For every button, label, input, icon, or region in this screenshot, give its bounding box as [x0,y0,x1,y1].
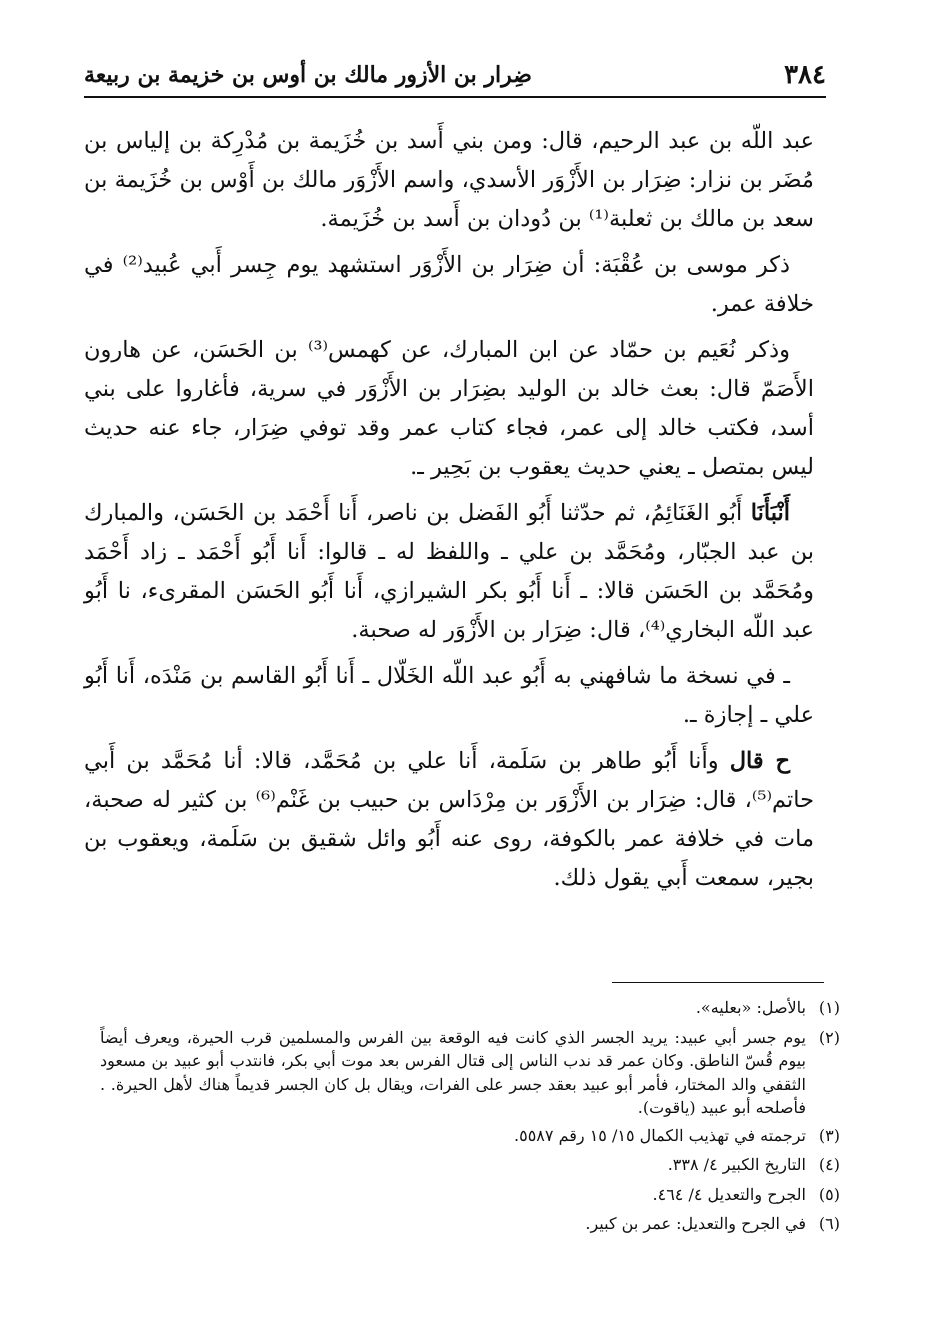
main-text [84,122,814,905]
footnote-text: الجرح والتعديل ٤/ ٤٦٤. [652,1184,806,1204]
footnote-text: يوم جسر أبي عبيد: يريد الجسر الذي كانت فيه الوقعة بين الفرس والمسلمين قرب الحيرة، ويعرف أيضاً بيوم قُسّ الناطق. وكان عمر قد ندب الناس إلى قتال الفرس بعد موت أبي بكر، فانتدب أبو عبيد بن مسعود الثقفي والد المختار، فأمر أبو عبيد بعقد جسر على الفرات، ويقال بل كان الجسر قديماً هناك لأهل الحيرة. . فأصلحه أبو عبيد (ياقوت). [100,1027,807,1117]
paragraph-6 [84,742,814,898]
paragraph-4 [84,494,814,650]
page-number: ٣٨٤ [784,60,826,90]
footnote-text: التاريخ الكبير ٤/ ٣٣٨. [667,1155,806,1174]
paragraph-5: ـ في نسخة ما شافهني به أَبُو عبد اللّه الخَلّال ـ أَنا أَبُو القاسم بن مَنْدَه، أَنا أَبُو علي ـ إجازة ـ. [84,663,814,728]
footnote-number: (١) [818,998,840,1017]
footnote-number: (٤) [818,1155,840,1174]
footnotes [100,996,840,1242]
footnote-2 [100,1026,840,1120]
footnote-number: (٥) [818,1184,840,1204]
paragraph-1: عبد اللّه بن عبد الرحيم، قال: ومن بني أَسد بن خُزَيمة بن مُدْرِكة بن إلياس بن مُضَر بن نزار: ضِرَار بن الأَزْوَر الأسدي، واسم الأَزْوَر مالك بن أَوْس بن خُزَيمة بن سعد بن مالك بن ثعلبة⁽¹⁾ بن دُودان بن أَسد بن خُزَيمة. [84,128,814,232]
footnote-1 [100,996,840,1020]
footnote-5 [100,1183,840,1207]
footnote-divider [612,982,824,983]
running-title: ضِرار بن الأزور مالك بن أوس بن خزيمة بن ربيعة [84,62,532,88]
footnote-number: (٣) [818,1125,840,1145]
paragraph-4-text: أَبُو الغَنَائِمُ، ثم حدّثنا أَبُو الفَضل بن ناصر، أَنا أَحْمَد بن الحَسَن، والمبارك بن عبد الجبّار، ومُحَمَّد بن علي ـ واللفظ له ـ قالوا: أَنا أَبُو أَحْمَد ـ زاد أَحْمَد ومُحَمَّد بن الحَسَن قالا: ـ أَنا أَبُو بكر الشيرازي، أَنا أَبُو الحَسَن المقرىء، نا أَبُو عبد اللّه البخاري⁽⁴⁾، قال: ضِرَار بن الأَزْوَر له صحبة. [84,500,814,643]
footnote-number: (٢) [818,1027,840,1047]
paragraph-6-lead: ح قال [729,748,790,774]
footnote-4 [100,1153,840,1177]
footnote-text: في الجرح والتعديل: عمر بن كبير. [585,1214,806,1233]
footnote-number: (٦) [818,1214,840,1233]
paragraph-6-text: وأَنا أَبُو طاهر بن سَلَمة، أَنا علي بن مُحَمَّد، قالا: أنا مُحَمَّد بن أَبي حاتم⁽⁵⁾، قال: ضِرَار بن الأَزْوَر بن مِرْدَاس بن حبيب بن غَنْم⁽⁶⁾ بن كثير له صحبة، مات في خلافة عمر بالكوفة، روى عنه أَبُو وائل شقيق بن سَلَمة، ويعقوب بن بجير، سمعت أَبي يقول ذلك. [84,748,814,891]
footnote-text: ترجمته في تهذيب الكمال ١٥/ ١٥ رقم ٥٥٨٧. [514,1125,806,1145]
paragraph-4-lead: أَنْبَأَنَا [750,500,790,526]
paragraph-3: وذكر نُعَيم بن حمّاد عن ابن المبارك، عن كهمس⁽³⁾ بن الحَسَن، عن هارون الأَصَمّ قال: بعث خالد بن الوليد بضِرَار بن الأَزْوَر في سرية، فأغاروا على بني أسد، فكتب خالد إلى عمر، فجاء كتاب عمر وقد توفي ضِرَار، جاء عنه حديث ليس بمتصل ـ يعني حديث يعقوب بن بَحِير ـ. [84,337,814,480]
footnote-text: بالأصل: «بعليه». [695,998,806,1017]
paragraph-2: ذكر موسى بن عُقْبَة: أن ضِرَار بن الأَزْوَر استشهد يوم جِسر أَبي عُبيد⁽²⁾ في خلافة عمر. [84,252,814,317]
page-header [84,60,826,98]
footnote-3 [100,1124,840,1148]
footnote-6 [100,1212,840,1236]
